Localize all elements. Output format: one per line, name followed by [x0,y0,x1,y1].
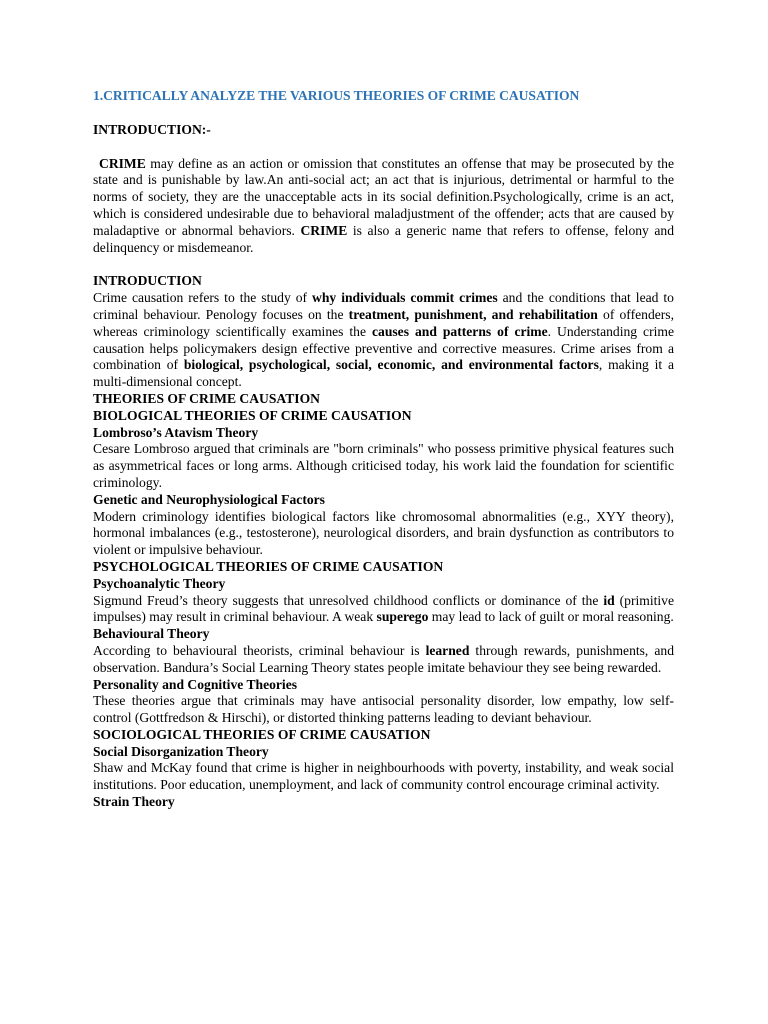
theories-heading: THEORIES OF CRIME CAUSATION [93,390,320,406]
behavioural-heading: Behavioural Theory [93,626,210,642]
personality-paragraph: These theories argue that criminals may have antisocial personality disorder, low empathy, low self-control (Gottfredson & Hirschi), or distorted thinking patterns leading to deviant behaviour. [93,693,674,726]
crime-term: CRIME [99,155,146,171]
biological-theories-heading: BIOLOGICAL THEORIES OF CRIME CAUSATION [93,407,412,423]
document-body [93,88,674,811]
lombroso-paragraph: Cesare Lombroso argued that criminals are "born criminals" who possess primitive physical features such as asymmetrical faces or long arms. Although criticised today, his work laid the foundation for scientific criminology. [93,441,674,490]
genetic-paragraph: Modern criminology identifies biological factors like chromosomal abnormalities (e.g., XYY theory), hormonal imbalances (e.g., testosterone), neurological disorders, and brain dysfunction as contributors to violent or impulsive behaviour. [93,508,674,558]
strain-theory-heading: Strain Theory [93,794,175,810]
introduction-heading-1: INTRODUCTION:- [93,121,211,137]
psychoanalytic-heading: Psychoanalytic Theory [93,575,226,591]
introduction-heading-2: INTRODUCTION [93,273,202,289]
crime-term: CRIME [300,222,348,238]
document-title: 1.CRITICALLY ANALYZE THE VARIOUS THEORIES OF CRIME CAUSATION [93,88,580,103]
behavioural-paragraph: According to behavioural theorists, criminal behaviour is learned through rewards, punishments, and observation. Bandura’s Social Learning Theory states people imitate behaviour they see being rewarded. [93,642,674,675]
crime-definition-paragraph: CRIME may define as an action or omission that constitutes an offense that may be prosecuted by the state and is punishable by law.An anti-social act; an act that is injurious, detrimental or harmful to the norms of society, they are the unacceptable acts in its social definition.Psychologically, crime is an act, which is considered undesirable due to behavioral maladjustment of the offender; acts that are caused by maladaptive or abnormal behaviors. CRIME is also a generic name that refers to offense, felony and delinquency or misdemeanor. [93,155,675,255]
psychological-theories-heading: PSYCHOLOGICAL THEORIES OF CRIME CAUSATION [93,558,444,574]
introduction-paragraph: Crime causation refers to the study of why individuals commit crimes and the conditions that lead to criminal behaviour. Penology focuses on the treatment, punishment, and rehabilitation of offenders, whereas criminology scientifically examines the causes and patterns of crime. Understanding crime causation helps policymakers design effective preventive and corrective measures. Crime arises from a combination of biological, psychological, social, economic, and environmental factors, making it a multi-dimensional concept. [93,290,674,390]
social-disorganization-paragraph: Shaw and McKay found that crime is higher in neighbourhoods with poverty, instability, and weak social institutions. Poor education, unemployment, and lack of community control encourage criminal activity. [93,760,674,793]
social-disorganization-heading: Social Disorganization Theory [93,743,269,759]
lombroso-heading: Lombroso’s Atavism Theory [93,424,259,440]
sociological-theories-heading: SOCIOLOGICAL THEORIES OF CRIME CAUSATION [93,726,431,742]
personality-heading: Personality and Cognitive Theories [93,676,298,692]
genetic-heading: Genetic and Neurophysiological Factors [93,491,325,507]
psychoanalytic-paragraph: Sigmund Freud’s theory suggests that unresolved childhood conflicts or dominance of the id (primitive impulses) may result in criminal behaviour. A weak superego may lead to lack of guilt or moral reasoning. [93,592,674,625]
